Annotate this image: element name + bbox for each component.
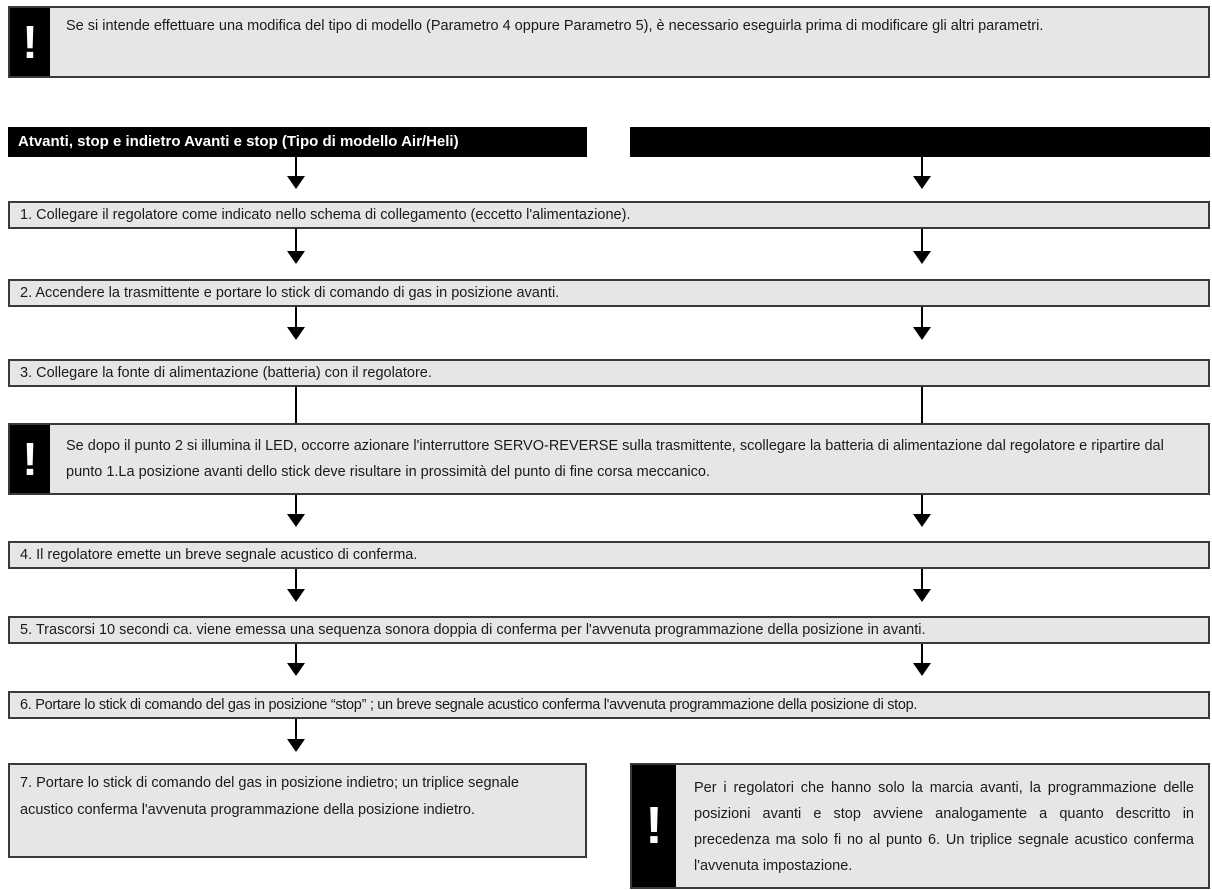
- step-2: [8, 279, 1210, 307]
- flow-arrow: [287, 514, 305, 527]
- flow-arrow: [913, 663, 931, 676]
- mid-warning-text: Se dopo il punto 2 si illumina il LED, occorre azionare l'interruttore SERVO-REVERSE sulla trasmittente, scollegare la batteria di alimentazione dal regolatore e ripartire dal punto 1.La posizione avanti dello stick deve risultare in prossimità del punto di fine corsa meccanico.: [66, 438, 1164, 480]
- flow-arrow: [913, 589, 931, 602]
- flow-arrow: [287, 663, 305, 676]
- step-6: [8, 691, 1210, 719]
- flow-line: [921, 644, 923, 663]
- flow-line: [921, 495, 923, 514]
- flow-line: [295, 644, 297, 663]
- flow-line: [295, 719, 297, 739]
- flow-line: [921, 307, 923, 327]
- flow-line: [921, 569, 923, 589]
- flow-arrow: [287, 739, 305, 752]
- mid-warning-box: [8, 423, 1210, 495]
- flow-line: [295, 157, 297, 176]
- step-3-text: 3. Collegare la fonte di alimentazione (batteria) con il regolatore.: [20, 365, 432, 381]
- flow-line: [295, 387, 297, 423]
- exclamation-icon: !: [10, 425, 50, 493]
- step-4: [8, 541, 1210, 569]
- step-3: [8, 359, 1210, 387]
- flow-line: [921, 229, 923, 251]
- top-warning-box: [8, 6, 1210, 78]
- step-7: [8, 763, 587, 858]
- step-2-text: 2. Accendere la trasmittente e portare lo stick di comando di gas in posizione avanti.: [20, 285, 560, 301]
- flow-arrow: [913, 251, 931, 264]
- step-5: [8, 616, 1210, 644]
- step-1-text: 1. Collegare il regolatore come indicato nello schema di collegamento (eccetto l'alimentazione).: [20, 207, 631, 223]
- flow-arrow: [287, 251, 305, 264]
- bottom-warning-box: [630, 763, 1210, 889]
- flow-line: [921, 157, 923, 176]
- exclamation-icon: !: [632, 765, 676, 887]
- flow-line: [295, 229, 297, 251]
- step-5-text: 5. Trascorsi 10 secondi ca. viene emessa una sequenza sonora doppia di conferma per l'avvenuta programmazione della posizione in avanti.: [20, 622, 926, 638]
- step-1: [8, 201, 1210, 229]
- bottom-warning-text: Per i regolatori che hanno solo la marcia avanti, la programmazione delle posizioni avanti e stop avviene analogamente a quanto descritto in precedenza ma solo fi no al punto 6. Un triplice segnale acustico conferma l'avvenuta impostazione.: [694, 780, 1194, 874]
- flow-arrow: [913, 514, 931, 527]
- flow-arrow: [287, 589, 305, 602]
- flow-line: [921, 387, 923, 423]
- flow-line: [295, 569, 297, 589]
- exclamation-icon: !: [10, 8, 50, 76]
- top-warning-text: Se si intende effettuare una modifica del tipo di modello (Parametro 4 oppure Parametro 5), è necessario eseguirla prima di modificare gli altri parametri.: [66, 18, 1044, 34]
- step-4-text: 4. Il regolatore emette un breve segnale acustico di conferma.: [20, 547, 418, 563]
- flow-line: [295, 495, 297, 514]
- flow-arrow: [287, 327, 305, 340]
- flow-arrow: [913, 176, 931, 189]
- flow-arrow: [287, 176, 305, 189]
- flow-arrow: [913, 327, 931, 340]
- flow-line: [295, 307, 297, 327]
- step-7-text: 7. Portare lo stick di comando del gas in posizione indietro; un triplice segnale acustico conferma l'avvenuta programmazione della posizione indietro.: [20, 775, 519, 818]
- header-right: [630, 127, 1210, 157]
- step-6-text: 6. Portare lo stick di comando del gas in posizione “stop” ; un breve segnale acustico conferma l'avvenuta programmazione della posizione di stop.: [20, 697, 918, 713]
- header-left: Atvanti, stop e indietro Avanti e stop (Tipo di modello Air/Heli): [8, 127, 587, 157]
